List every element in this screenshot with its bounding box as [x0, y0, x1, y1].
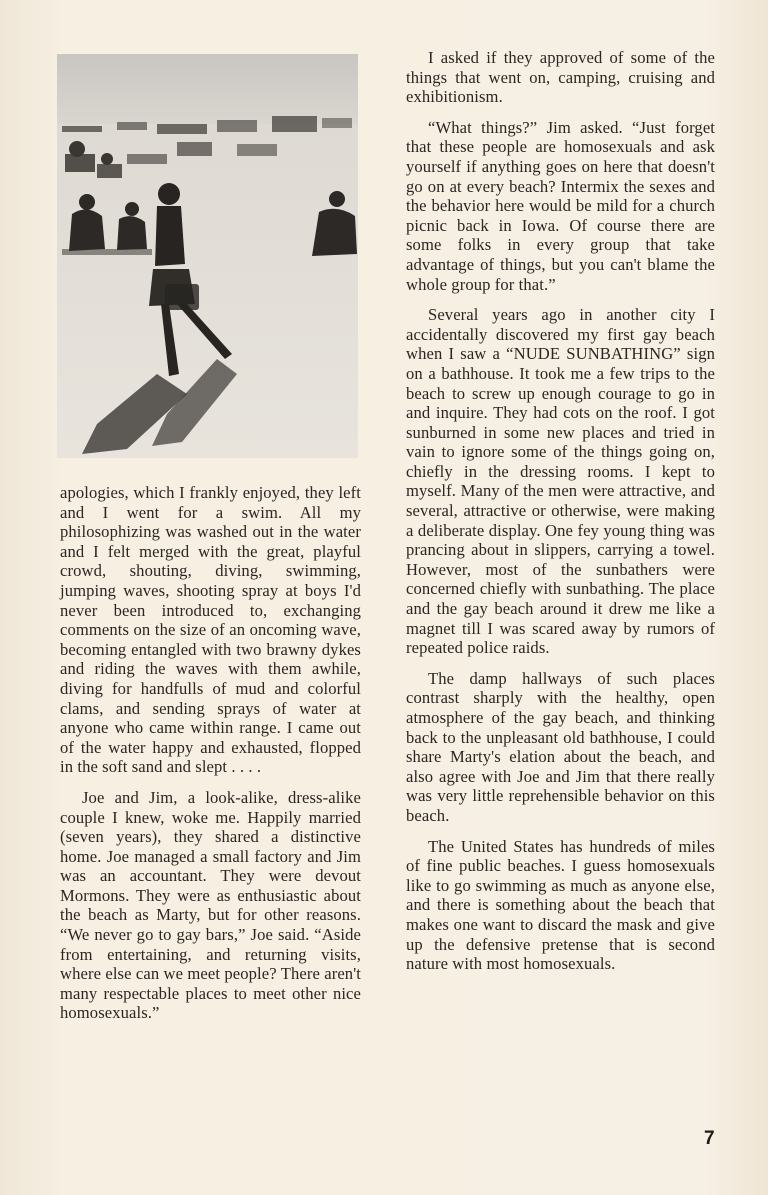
paragraph: I asked if they approved of some of the things that went on, camping, cruising and exhibitionism.: [406, 48, 715, 107]
paragraph: The damp hallways of such places contrast sharply with the healthy, open atmosphere of the gay beach, and thinking back to the unpleasant old bathhouse, I could share Marty's elation about the beach, and also agree with Joe and Jim that there really was very little reprehensible behavior on this beach.: [406, 668, 715, 825]
page-number: 7: [704, 1128, 715, 1149]
left-text-column: [60, 483, 361, 1034]
beach-photo: [57, 54, 358, 458]
paragraph: The United States has hundreds of miles of fine public beaches. I guess homosexuals like to go swimming as much as anyone else, and there is something about the beach that makes one want to discard the mask and give up the defensive pretense that is second nature with most homosexuals.: [406, 836, 715, 974]
paragraph: Several years ago in another city I accidentally discovered my first gay beach when I saw a “NUDE SUNBATHING” sign on a bathhouse. It took me a few trips to the beach to screw up enough courage to go in and inquire. They had cots on the roof. I got sunburned in some new places and tried in vain to ignore some of the things going on, chiefly in the dressing rooms. I kept to myself. Many of the men were attractive, and several, attractive or otherwise, were making a deliberate display. One fey young thing was prancing about in slippers, carrying a towel. However, most of the sunbathers were concerned chiefly with sunbathing. The place and the gay beach around it drew me like a magnet till I was scared away by rumors of repeated police raids.: [406, 305, 715, 658]
right-text-column: [406, 48, 715, 985]
paragraph: apologies, which I frankly enjoyed, they left and I went for a swim. All my philosophizing was washed out in the water and I felt merged with the great, playful crowd, shouting, diving, swimming, jumping waves, shooting spray at boys I'd never been introduced to, exchanging comments on the size of an oncoming wave, becoming entangled with two brawny dykes and riding the waves with them awhile, diving for handfulls of mud and colorful clams, and sending sprays of water at anyone who came within range. I came out of the water happy and exhausted, flopped in the soft sand and slept . . . .: [60, 483, 361, 777]
paragraph: “What things?” Jim asked. “Just forget that these people are homosexuals and ask yourself if anything goes on here that doesn't go on at every beach? Intermix the sexes and the behavior here would be mild for a church picnic back in Iowa. Of course there are some folks in every group that take advantage of things, but you can't blame the whole group for that.”: [406, 117, 715, 294]
paragraph: Joe and Jim, a look-alike, dress-alike couple I knew, woke me. Happily married (seven years), they shared a distinctive home. Joe managed a small factory and Jim was an accountant. They were devout Mormons. They were as enthusiastic about the beach as Marty, but for other reasons. “We never go to gay bars,” Joe said. “Aside from entertaining, and returning visits, where else can we meet people? There aren't many respectable places to meet other nice homosexuals.”: [60, 787, 361, 1023]
